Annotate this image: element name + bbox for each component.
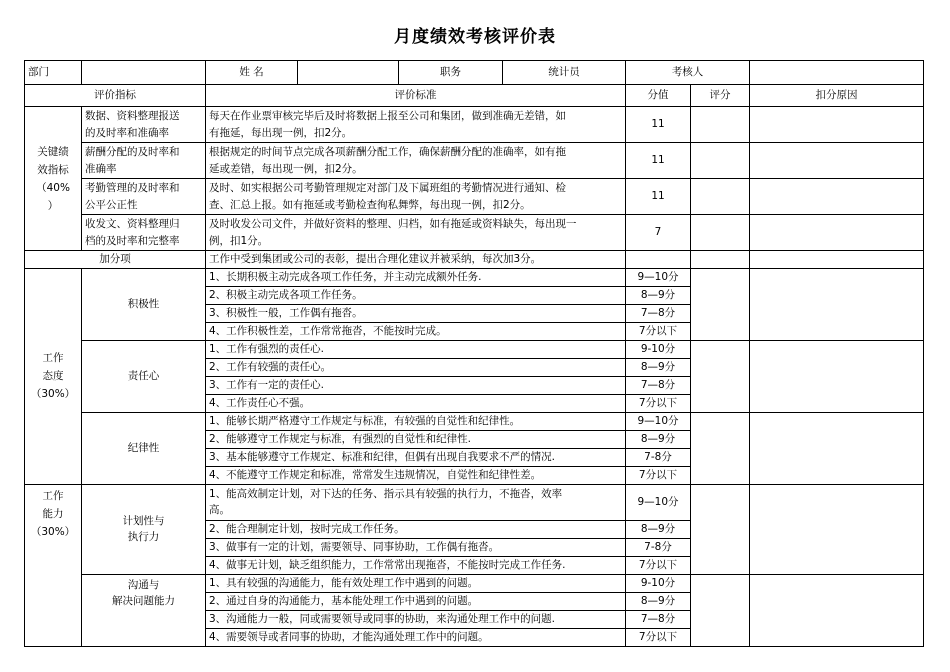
rating-cell[interactable] [691, 574, 750, 646]
score-range: 9—10分 [626, 484, 691, 520]
table-row [25, 268, 924, 286]
position-label: 职务 [399, 61, 503, 85]
dept-label: 部门 [25, 61, 82, 85]
score-range: 7分以下 [626, 628, 691, 646]
column-header-row [25, 85, 924, 107]
col-standard: 评价标准 [206, 85, 626, 107]
col-rating: 评分 [691, 85, 750, 107]
criteria-text: 4、不能遵守工作规定和标准，常常发生违规情况，自觉性和纪律性差。 [206, 466, 626, 484]
bonus-score [626, 251, 691, 269]
sub-indicator: 纪律性 [82, 412, 206, 484]
criteria-text: 1、工作有强烈的责任心. [206, 340, 626, 358]
score-range: 7—8分 [626, 304, 691, 322]
table-row [25, 179, 924, 215]
score-range: 7-8分 [626, 448, 691, 466]
criteria-text: 3、工作有一定的责任心. [206, 376, 626, 394]
deduction-cell[interactable] [750, 215, 924, 251]
criteria-text: 1、能高效制定计划，对下达的任务、指示具有较强的执行力，不拖沓，效率 高。 [206, 484, 626, 520]
score-range: 7分以下 [626, 394, 691, 412]
kpi-indicator: 收发文、资料整理归 档的及时率和完整率 [82, 215, 206, 251]
ability-category: 工作 能力 （30%） [25, 484, 82, 646]
score-range: 8—9分 [626, 520, 691, 538]
rating-cell[interactable] [691, 107, 750, 143]
deduction-cell[interactable] [750, 107, 924, 143]
deduction-cell[interactable] [750, 412, 924, 484]
table-row [25, 574, 924, 592]
score-range: 9—10分 [626, 268, 691, 286]
col-score: 分值 [626, 85, 691, 107]
score-range: 8—9分 [626, 430, 691, 448]
deduction-cell[interactable] [750, 340, 924, 412]
kpi-indicator: 薪酬分配的及时率和 准确率 [82, 143, 206, 179]
score-range: 7分以下 [626, 556, 691, 574]
score-range: 9-10分 [626, 574, 691, 592]
kpi-indicator: 数据、资料整理报送 的及时率和准确率 [82, 107, 206, 143]
rating-cell[interactable] [691, 143, 750, 179]
reviewer-value[interactable] [750, 61, 924, 85]
score-range: 9-10分 [626, 340, 691, 358]
criteria-text: 3、基本能够遵守工作规定、标准和纪律，但偶有出现自我要求不严的情况. [206, 448, 626, 466]
rating-cell[interactable] [691, 251, 750, 269]
criteria-text: 2、工作有较强的责任心。 [206, 358, 626, 376]
table-row [25, 215, 924, 251]
criteria-text: 2、能合理制定计划，按时完成工作任务。 [206, 520, 626, 538]
kpi-category: 关键绩 效指标 （40% ） [25, 107, 82, 251]
criteria-text: 2、能够遵守工作规定与标准，有强烈的自觉性和纪律性. [206, 430, 626, 448]
criteria-text: 1、具有较强的沟通能力，能有效处理工作中遇到的问题。 [206, 574, 626, 592]
score-range: 7分以下 [626, 466, 691, 484]
criteria-text: 3、沟通能力一般，同或需要领导或同事的协助，来沟通处理工作中的问题. [206, 610, 626, 628]
score-range: 7—8分 [626, 610, 691, 628]
col-indicator: 评价指标 [25, 85, 206, 107]
deduction-cell[interactable] [750, 251, 924, 269]
rating-cell[interactable] [691, 412, 750, 484]
evaluation-table [24, 60, 924, 647]
kpi-score: 11 [626, 179, 691, 215]
kpi-score: 11 [626, 107, 691, 143]
score-range: 8—9分 [626, 592, 691, 610]
criteria-text: 4、工作积极性差，工作常常拖沓，不能按时完成。 [206, 322, 626, 340]
kpi-standard: 根据规定的时间节点完成各项薪酬分配工作，确保薪酬分配的准确率，如有拖 延或差错，每出现一例，扣2分。 [206, 143, 626, 179]
criteria-text: 1、长期积极主动完成各项工作任务，并主动完成额外任务. [206, 268, 626, 286]
col-deduction: 扣分原因 [750, 85, 924, 107]
table-row [25, 412, 924, 430]
deduction-cell[interactable] [750, 574, 924, 646]
sub-indicator: 计划性与 执行力 [82, 484, 206, 574]
score-range: 8—9分 [626, 286, 691, 304]
score-range: 7—8分 [626, 376, 691, 394]
criteria-text: 1、能够长期严格遵守工作规定与标准，有较强的自觉性和纪律性。 [206, 412, 626, 430]
rating-cell[interactable] [691, 215, 750, 251]
rating-cell[interactable] [691, 340, 750, 412]
sub-indicator: 沟通与 解决问题能力 [82, 574, 206, 646]
dept-value[interactable] [82, 61, 206, 85]
name-value[interactable] [298, 61, 399, 85]
criteria-text: 2、积极主动完成各项工作任务。 [206, 286, 626, 304]
rating-cell[interactable] [691, 179, 750, 215]
table-row [25, 484, 924, 520]
score-range: 7分以下 [626, 322, 691, 340]
rating-cell[interactable] [691, 268, 750, 340]
table-row [25, 143, 924, 179]
score-range: 8—9分 [626, 358, 691, 376]
deduction-cell[interactable] [750, 179, 924, 215]
bonus-label: 加分项 [25, 251, 206, 269]
attitude-category: 工作 态度 （30%） [25, 268, 82, 484]
criteria-text: 2、通过自身的沟通能力，基本能处理工作中遇到的问题。 [206, 592, 626, 610]
page-title: 月度绩效考核评价表 [394, 27, 556, 47]
statistician-label: 统计员 [503, 61, 626, 85]
sub-indicator: 积极性 [82, 268, 206, 340]
info-row [25, 61, 924, 85]
table-row [25, 107, 924, 143]
name-label: 姓 名 [206, 61, 298, 85]
kpi-score: 11 [626, 143, 691, 179]
criteria-text: 3、积极性一般，工作偶有拖沓。 [206, 304, 626, 322]
criteria-text: 3、做事有一定的计划，需要领导、同事协助，工作偶有拖沓。 [206, 538, 626, 556]
kpi-score: 7 [626, 215, 691, 251]
kpi-standard: 及时、如实根据公司考勤管理规定对部门及下属班组的考勤情况进行通知、检 查、汇总上报。如有拖延或考勤检查徇私舞弊，每出现一例，扣2分。 [206, 179, 626, 215]
criteria-text: 4、需要领导或者同事的协助，才能沟通处理工作中的问题。 [206, 628, 626, 646]
deduction-cell[interactable] [750, 143, 924, 179]
kpi-standard: 及时收发公司文件，并做好资料的整理、归档，如有拖延或资料缺失，每出现一 例，扣1分。 [206, 215, 626, 251]
rating-cell[interactable] [691, 484, 750, 574]
reviewer-label: 考核人 [626, 61, 750, 85]
bonus-row [25, 251, 924, 269]
deduction-cell[interactable] [750, 268, 924, 340]
kpi-indicator: 考勤管理的及时率和 公平公正性 [82, 179, 206, 215]
kpi-standard: 每天在作业票审核完毕后及时将数据上报至公司和集团，做到准确无差错，如 有拖延，每出现一例，扣2分。 [206, 107, 626, 143]
bonus-text: 工作中受到集团或公司的表彰，提出合理化建议并被采纳，每次加3分。 [206, 251, 626, 269]
deduction-cell[interactable] [750, 484, 924, 574]
criteria-text: 4、工作责任心不强。 [206, 394, 626, 412]
score-range: 7-8分 [626, 538, 691, 556]
score-range: 9—10分 [626, 412, 691, 430]
sub-indicator: 责任心 [82, 340, 206, 412]
criteria-text: 4、做事无计划，缺乏组织能力，工作常常出现拖沓，不能按时完成工作任务. [206, 556, 626, 574]
table-row [25, 340, 924, 358]
